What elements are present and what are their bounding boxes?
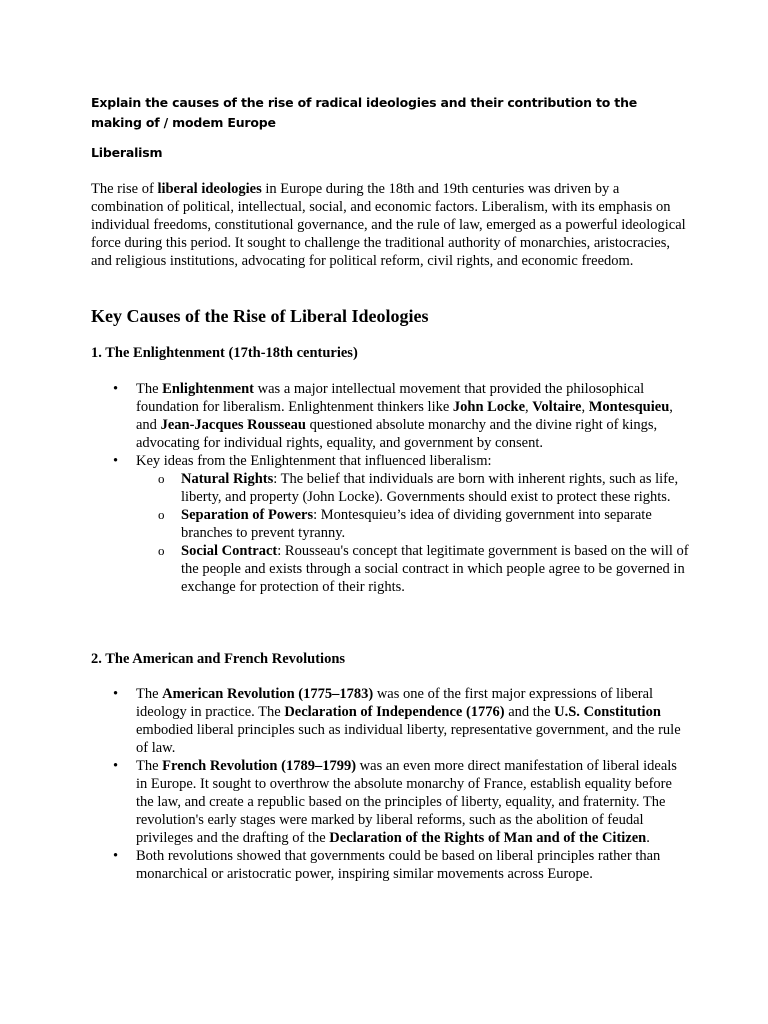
item-bold: Montesquieu	[588, 399, 670, 415]
intro-paragraph	[91, 180, 691, 270]
item-text: , and	[136, 399, 673, 433]
item-text: The	[136, 381, 163, 397]
item-text: Both revolutions showed that governments could be based on liberal principles rather than monarchical or aristocratic power, inspiring similar movements across Europe.	[136, 848, 661, 882]
item-text: was a major intellectual movement that provided the philosophical foundation for liberalism. Enlightenment thinkers like	[136, 381, 645, 415]
sub-list-item	[91, 470, 691, 506]
section-title: Liberalism	[91, 145, 163, 160]
list-item	[91, 847, 691, 883]
item-bold: Voltaire	[532, 399, 582, 415]
item-text: : Montesquieu’s idea of dividing government into separate branches to prevent tyranny.	[181, 507, 652, 541]
item-bold: American Revolution (1775–1783)	[162, 686, 374, 702]
bullet-icon: •	[113, 453, 119, 469]
revolutions-heading: 2. The American and French Revolutions	[91, 651, 346, 667]
list-item	[91, 757, 691, 847]
circle-bullet-icon: o	[158, 507, 165, 522]
intro-text: in Europe during the 18th and 19th centuries was driven by a combination of political, intellectual, social, and economic factors. Liberalism, with its emphasis on individual freedoms, constitutional governance, and the rule of law, emerged as a powerful ideological force during this period. It sought to challenge the traditional authority of monarchies, aristocracies, and religious institutions, advocating for political reform, civil rights, and economic freedom.	[91, 181, 686, 269]
list-item	[91, 685, 691, 757]
item-text: The	[136, 758, 163, 774]
item-bold: French Revolution (1789–1799)	[162, 758, 357, 774]
key-causes-heading: Key Causes of the Rise of Liberal Ideologies	[91, 306, 429, 326]
item-text: The	[136, 686, 163, 702]
item-bold: John Locke	[452, 399, 526, 415]
item-bold: Declaration of Independence (1776)	[284, 704, 505, 720]
item-bold: Separation of Powers	[181, 507, 314, 523]
item-text: and the	[504, 704, 555, 720]
bullet-icon: •	[113, 848, 119, 864]
item-text: questioned absolute monarchy and the divine right of kings, advocating for individual rights, equality, and government by consent.	[136, 417, 658, 451]
circle-bullet-icon: o	[158, 543, 165, 558]
bullet-icon: •	[113, 381, 119, 397]
item-text: was an even more direct manifestation of liberal ideals in Europe. It sought to overthrow the absolute monarchy of France, establish equality before the law, and create a republic based on the principles of liberty, equality, and fraternity. The revolution's early stages were marked by liberal reforms, such as the abolition of feudal privileges and the drafting of the	[136, 758, 677, 846]
sub-list-item	[91, 542, 691, 596]
intro-text: The rise of	[91, 181, 158, 197]
enlightenment-list	[91, 380, 691, 596]
bullet-icon: •	[113, 758, 119, 774]
bullet-icon: •	[113, 686, 119, 702]
item-text: was one of the first major expressions of liberal ideology in practice. The	[136, 686, 654, 720]
item-bold: Social Contract	[181, 543, 278, 559]
item-text: : The belief that individuals are born with inherent rights, such as life, liberty, and property (John Locke). Governments should exist to protect these rights.	[181, 471, 679, 505]
list-item	[91, 452, 691, 470]
question-title: Explain the causes of the rise of radical ideologies and their contribution to the making of / modem Europe	[91, 95, 638, 130]
sub-list-item	[91, 506, 691, 542]
item-bold: Natural Rights	[181, 471, 274, 487]
item-text: Key ideas from the Enlightenment that influenced liberalism:	[136, 453, 492, 469]
intro-bold: liberal ideologies	[157, 181, 262, 197]
item-bold: Enlightenment	[162, 381, 255, 397]
item-text: : Rousseau's concept that legitimate government is based on the will of the people and exists through a social contract in which people agree to be governed in exchange for protection of their rights.	[181, 543, 689, 595]
item-bold: U.S. Constitution	[554, 704, 661, 720]
revolutions-list	[91, 685, 691, 883]
item-text: embodied liberal principles such as individual liberty, representative government, and the rule of law.	[136, 722, 681, 756]
item-text: ,	[525, 399, 533, 415]
enlightenment-heading: 1. The Enlightenment (17th-18th centuries)	[91, 345, 358, 361]
circle-bullet-icon: o	[158, 471, 165, 486]
list-item	[91, 380, 691, 452]
item-bold: Declaration of the Rights of Man and of the Citizen	[329, 830, 647, 846]
item-bold: Jean-Jacques Rousseau	[160, 417, 306, 433]
item-text: ,	[581, 399, 589, 415]
item-text: .	[646, 830, 650, 846]
